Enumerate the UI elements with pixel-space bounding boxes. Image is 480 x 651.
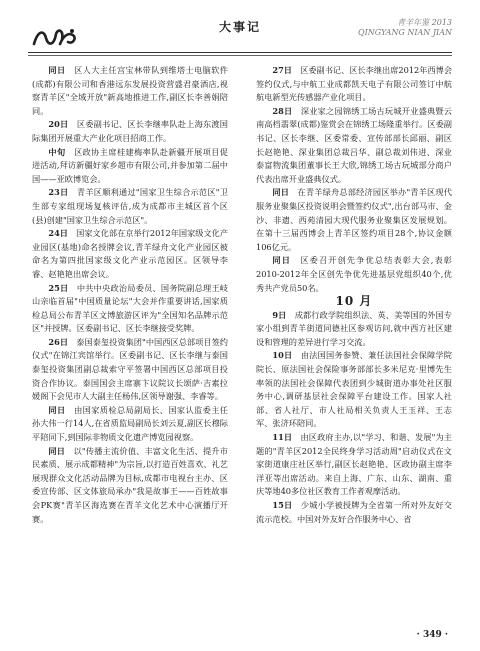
chronicle-entry xyxy=(256,309,452,350)
entry-date: 同日 xyxy=(48,404,66,415)
chronicle-entry xyxy=(32,118,228,145)
chronicle-entry xyxy=(32,404,228,445)
entry-text: 少城小学被授牌为全省第一所对外友好交流示范校。中国对外友好合作服务中心、省 xyxy=(256,500,452,524)
entry-date: 10日 xyxy=(272,350,293,361)
chronicle-entry xyxy=(256,499,452,526)
entry-text: 区委副书记、区长李继率队赴上海东渡国际集团开展重大产业化项目招商工作。 xyxy=(32,119,228,143)
entry-text: 由区政府主办,以"学习、和谐、发展"为主题的"青羊区2012全民终身学习活动周"启动仪式在文家街道康庄社区举行,副区长赵艳艳、区政协副主席李洋亚等出席活动。来自上海、广东、山东、湖南、重庆等地40多位社区教育工作者观摩活动。 xyxy=(256,432,452,497)
running-head-yearbook xyxy=(358,18,452,38)
page-header xyxy=(28,16,452,56)
header-rule-thin xyxy=(28,55,452,56)
entry-text: 以"传播主流价值、丰富文化生活、提升市民素质、展示成都精神"为宗旨,以打造百姓喜欢、礼艺展现群众文化活动品牌为目标,成都市电视台主办、区委宣传部、区文体旅局承办"我是故事王——百姓故事会PK赛"青羊区海选赛在青羊文化艺术中心演播厅开赛。 xyxy=(32,445,228,524)
entry-text: 泰国泰玺投资集团"中国西区总部项目签约仪式"在锦江宾馆举行。区委副书记、区长李继与泰国泰玺投资集团副总裁索守平签署中国西区总部项目投资合作协议。泰国国会主席寨卞议院议长颂萨·吉素拉媛阁下会见市人大副主任杨伟,区领导谢强、李睿等。 xyxy=(32,336,228,402)
right-column-entries-bottom xyxy=(256,309,452,527)
entry-date: 24日 xyxy=(48,228,68,239)
entry-date: 中旬 xyxy=(48,146,66,157)
chronicle-entry xyxy=(32,445,228,527)
right-column xyxy=(256,64,452,526)
entry-text: 深业家之园锦绣工场古玩城开业盛典暨云南高档翡翠(成都)鉴赏会在锦绣工场隆重举行。区委副书记、区长李继、区委常委、宣传部部长邱丽、副区长赵艳艳、深业集团总裁吕华、副总裁刘伟进、深业泰富物流集团董事长王大欣,锦绣工场古玩城部分商户代表出席开业盛典仪式。 xyxy=(256,105,452,184)
entry-date: 26日 xyxy=(48,336,69,347)
header-rule xyxy=(28,52,452,53)
chronicle-entry xyxy=(32,336,228,404)
entry-date: 同日 xyxy=(272,255,292,266)
entry-text: 在青羊绿舟总部经济园区举办"青羊区现代服务业聚集区投资说明会暨签约仪式",出台部马市、金沙、非遗、西苑清园大现代服务业聚集区发展规划。在第十三届西博会上青羊区签约项目28个,协议金额106亿元。 xyxy=(256,187,452,252)
entry-text: 青羊区顺利通过"国家卫生综合示范区"卫生部专家组现场复核评估,成为成都市主城区首个区(县)创建"国家卫生综合示范区"。 xyxy=(32,187,228,225)
entry-text: 中共中央政治局委员、国务院副总理王岐山亲临首届"中国质量论坛"大会并作重要讲话,国家质检总局公布青羊区文博旅游区评为"全国知名品牌示范区"并授牌。区委副书记、区长李继接受奖牌。 xyxy=(32,282,228,334)
chronicle-entry xyxy=(256,254,452,295)
running-head-title: 大事记 xyxy=(218,20,261,34)
chronicle-entry xyxy=(256,349,452,431)
entry-date: 27日 xyxy=(272,65,292,75)
chronicle-entry xyxy=(256,431,452,499)
entry-text: 由国家质检总局副局长、国家认监委主任孙大伟一行14人,在省质监局副局长刘云夏,副区长穆际平陪同下,到国际非物质文化遗产博览园视察。 xyxy=(32,404,228,443)
chronicle-entry xyxy=(32,64,228,118)
chronicle-entry xyxy=(256,186,452,254)
entry-date: 15日 xyxy=(272,500,293,510)
chronicle-entry xyxy=(32,146,228,187)
left-column xyxy=(32,64,228,526)
right-column-entries-top xyxy=(256,64,452,295)
entry-date: 9日 xyxy=(272,309,287,320)
entry-text: 由法国国务参赞、兼任法国社会保障学院院长、原法国社会保险事务部部长多米尼克·里博先生率领的法国社会保障代表团到少城街道办事处社区服务中心,调研基层社会保障平台建设工作。国家人社部、省人社厅、市人社局相关负责人王玉祥、王志军、张济环陪同。 xyxy=(256,350,452,429)
entry-text: 国家文化部在京举行2012年国家级文化产业园区(基地)命名授牌会议,青羊绿舟文化产业园区被命名为第四批国家级文化产业示范园区。区领导李睿、赵艳艳出席会议。 xyxy=(32,228,229,279)
yearbook-pinyin: QINGYANG NIAN JIAN xyxy=(358,28,452,37)
entry-date: 20日 xyxy=(48,119,69,130)
month-heading: 10 月 xyxy=(335,294,373,309)
entry-text: 区人大主任宫宝林带队到维塔士电脑软件(成都)有限公司和香港远东发展投资营盛君豪酒店,视察青羊区"全域开放"新高地推进工作,副区长李善娟陪同。 xyxy=(32,65,228,116)
chronicle-entry xyxy=(32,186,228,227)
chronicle-entry xyxy=(32,282,228,336)
entry-date: 28日 xyxy=(272,105,293,116)
entry-date: 23日 xyxy=(48,187,69,198)
yearbook-title: 青羊年鉴 2013 xyxy=(397,18,452,27)
entry-text: 成都行政学院组织法、英、美等国的外国专家小组到青羊街道同德社区参观访问,就中西方社区建设和管理的差异进行学习交流。 xyxy=(256,309,452,347)
entry-date: 25日 xyxy=(48,282,69,293)
chronicle-entry xyxy=(256,64,452,105)
entry-text: 区委副书记、区长李继出席2012年西博会签约仪式,与中航工业成都凯天电子有限公司签订中航航电新型光传感器产业化项目。 xyxy=(256,65,453,103)
chronicle-entry xyxy=(256,105,452,187)
entry-date: 同日 xyxy=(272,187,290,198)
entry-date: 11日 xyxy=(272,432,293,443)
entry-date: 同日 xyxy=(48,65,66,75)
entry-date: 同日 xyxy=(48,445,66,456)
entry-text: 区政协主席桂建梅率队赴新疆开展项目促进活动,拜访新疆好家乡超市有限公司,并参加第二届中国——亚欧博览会。 xyxy=(32,146,228,184)
entry-text: 区委召开创先争优总结表彰大会,表彰2010-2012年全区创先争优先进基层党组织40个,优秀共产党员50名。 xyxy=(256,255,452,293)
page-number: · 349 · xyxy=(416,630,448,640)
chronicle-entry xyxy=(32,227,228,281)
